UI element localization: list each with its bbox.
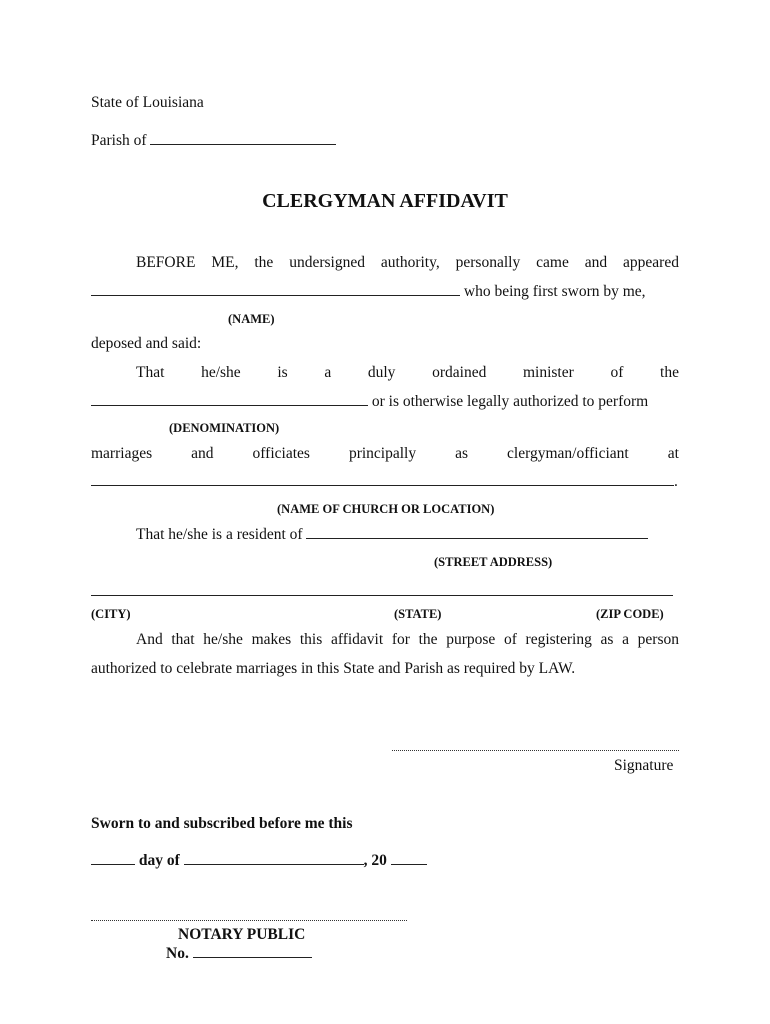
authorized-text: or is otherwise legally authorized to perform (371, 393, 649, 410)
word: ME, (211, 254, 239, 271)
word: that (171, 631, 195, 648)
word: makes (251, 631, 292, 648)
zip-label: (ZIP CODE) (596, 607, 664, 621)
sworn-heading: Sworn to and subscribed before me this (91, 815, 353, 832)
para2-line2 (91, 393, 648, 411)
signature-label: Signature (614, 757, 674, 774)
name-blank[interactable] (91, 294, 460, 296)
word: is (277, 364, 288, 381)
denomination-blank[interactable] (91, 404, 368, 406)
word: of (503, 631, 517, 648)
notary-signature-line[interactable] (91, 920, 407, 921)
word: a (324, 364, 332, 381)
city-label: (CITY) (91, 607, 131, 621)
period: . (674, 473, 678, 490)
resident-text: That he/she is a resident of (136, 526, 303, 543)
word: clergyman/officiant (507, 445, 629, 462)
sworn-by-text: who being first sworn by me, (463, 283, 646, 300)
para1-line1 (136, 254, 679, 272)
notary-title: NOTARY PUBLIC (178, 926, 306, 943)
word: duly (367, 364, 396, 381)
word: BEFORE (136, 254, 196, 271)
word: he/she (201, 364, 241, 381)
word: a (622, 631, 629, 648)
sworn-date-line (91, 852, 427, 870)
word: as (600, 631, 614, 648)
word: came (536, 254, 569, 271)
denomination-label: (DENOMINATION) (169, 421, 280, 435)
street-blank[interactable] (306, 537, 648, 539)
word: principally (348, 445, 417, 462)
purpose-line1 (136, 631, 679, 649)
word: the (418, 631, 438, 648)
day-blank[interactable] (91, 863, 135, 865)
parish-line (91, 132, 336, 150)
para2-line4 (91, 473, 678, 491)
deposed-text: deposed and said: (91, 335, 202, 352)
state-heading: State of Louisiana (91, 94, 204, 111)
purpose-line2: authorized to celebrate marriages in this State and Parish as required by LAW. (91, 660, 576, 677)
word: officiates (252, 445, 310, 462)
residence-line (136, 526, 648, 544)
street-label: (STREET ADDRESS) (434, 555, 553, 569)
word: undersigned (289, 254, 365, 271)
word: at (667, 445, 679, 462)
word: of (610, 364, 624, 381)
word: appeared (623, 254, 679, 271)
word: ordained (432, 364, 487, 381)
notary-number-line (166, 945, 312, 963)
word: purpose (446, 631, 496, 648)
month-blank[interactable] (184, 863, 364, 865)
word: he/she (203, 631, 243, 648)
word: minister (522, 364, 574, 381)
parish-blank[interactable] (150, 143, 336, 145)
word: personally (455, 254, 521, 271)
word: registering (525, 631, 592, 648)
para1-line2 (91, 283, 646, 301)
year-prefix: , 20 (363, 852, 387, 869)
word: the (660, 364, 679, 381)
notary-number-blank[interactable] (193, 956, 312, 958)
state-label: (STATE) (394, 607, 442, 621)
word: and (584, 254, 608, 271)
word: for (391, 631, 410, 648)
word: the (254, 254, 274, 271)
word: as (455, 445, 469, 462)
word: authority, (380, 254, 440, 271)
year-blank[interactable] (391, 863, 427, 865)
para2-line1 (136, 364, 679, 382)
word: marriages (91, 445, 153, 462)
word: person (637, 631, 679, 648)
word: and (191, 445, 214, 462)
church-blank[interactable] (91, 484, 674, 486)
word: affidavit (330, 631, 384, 648)
church-label: (NAME OF CHURCH OR LOCATION) (277, 502, 495, 516)
signature-line[interactable] (392, 750, 679, 751)
parish-label: Parish of (91, 132, 147, 149)
word: That (136, 364, 165, 381)
name-label: (NAME) (228, 312, 275, 326)
para2-line3 (91, 445, 679, 463)
word: And (136, 631, 163, 648)
notary-no-label: No. (166, 945, 189, 962)
word: this (299, 631, 323, 648)
document-title: CLERGYMAN AFFIDAVIT (262, 190, 508, 212)
city-state-zip-blank[interactable] (91, 595, 673, 596)
day-of-text: day of (138, 852, 180, 869)
